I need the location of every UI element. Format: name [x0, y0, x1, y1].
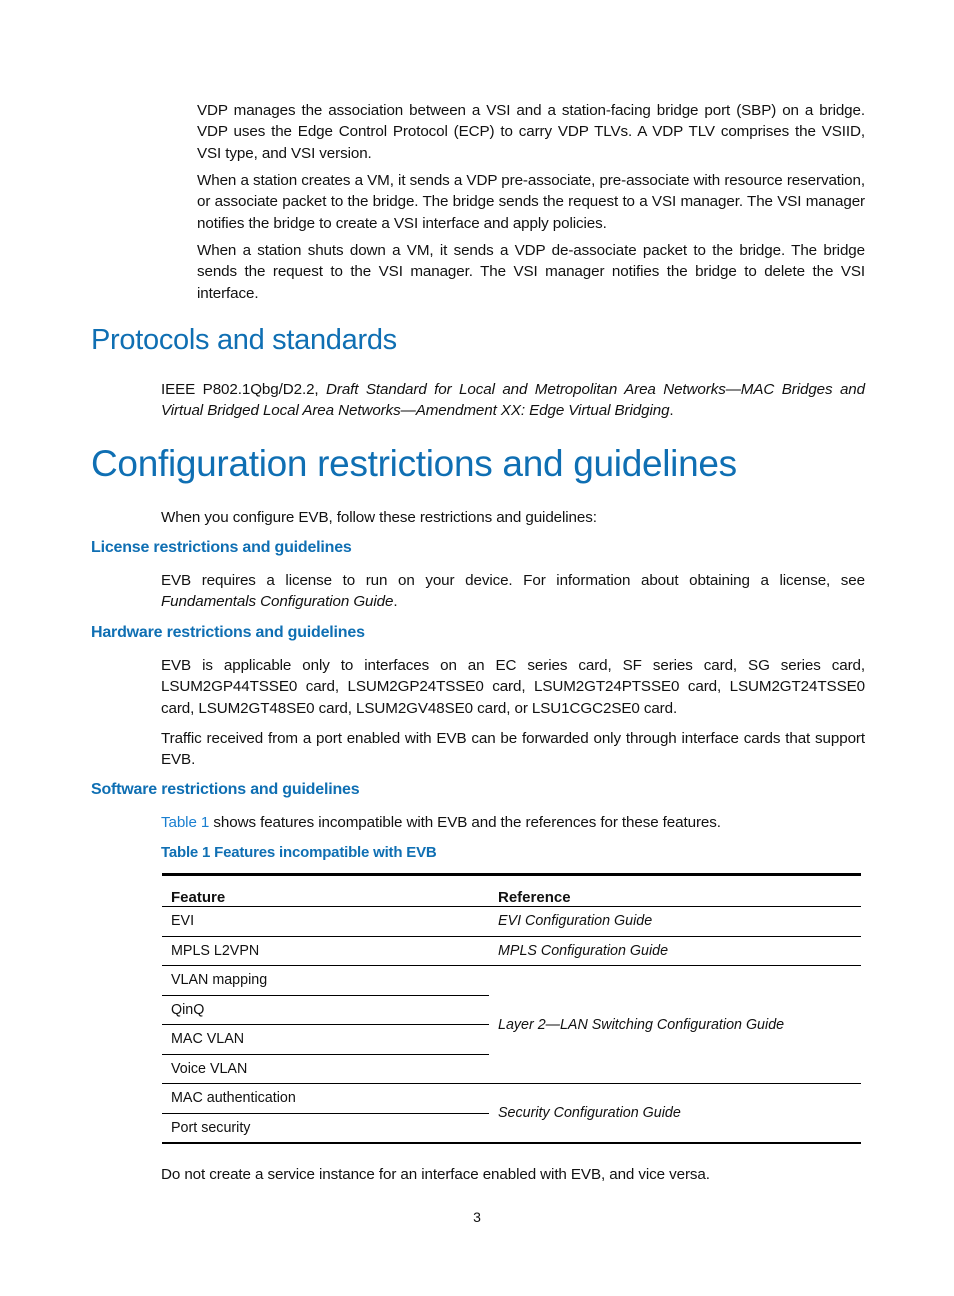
license-heading: License restrictions and guidelines: [91, 539, 352, 556]
feature-cell: Port security: [162, 1113, 489, 1143]
table-row: [162, 966, 861, 996]
standard-reference: [161, 379, 865, 422]
header-feature: Feature: [162, 875, 489, 907]
reference-cell: Security Configuration Guide: [489, 1084, 861, 1144]
header-reference: Reference: [489, 875, 861, 907]
table-row: [162, 936, 861, 966]
feature-cell: MAC VLAN: [162, 1025, 489, 1055]
hardware-heading: Hardware restrictions and guidelines: [91, 624, 365, 641]
feature-cell: MAC authentication: [162, 1084, 489, 1114]
page-number: 3: [473, 1209, 481, 1225]
feature-cell: Voice VLAN: [162, 1054, 489, 1084]
software-paragraph: [161, 812, 865, 833]
reference-cell: Layer 2—LAN Switching Configuration Guide: [489, 966, 861, 1084]
standard-suffix: .: [669, 402, 674, 420]
feature-cell: QinQ: [162, 995, 489, 1025]
software-ref-text: shows features incompatible with EVB and the references for these features.: [209, 814, 721, 831]
feature-cell: MPLS L2VPN: [162, 936, 489, 966]
intro-paragraph-2: When a station creates a VM, it sends a VDP pre-associate, pre-associate with resource reservation, or associate packet to the bridge. The bridge sends the request to a VSI manager. The VSI manager notifies the bridge to create a VSI interface and apply policies.: [197, 172, 865, 232]
license-guide: Fundamentals Configuration Guide: [161, 593, 394, 611]
table-header-row: [162, 875, 861, 907]
config-heading: Configuration restrictions and guidelines: [91, 443, 737, 484]
hardware-paragraph-1: EVB is applicable only to interfaces on an EC series card, SF series card, SG series card, LSUM2GP44TSSE0 card, LSUM2GP24TSSE0 card, LSUM2GT24PTSSE0 card, LSUM2GT24TSSE0 card, LSUM2GT48SE0 card, LSUM2GV48SE0 card, or LSU1CGC2SE0 card.: [161, 657, 865, 717]
intro-paragraph-3: When a station shuts down a VM, it sends a VDP de-associate packet to the bridge. The bridge sends the request to the VSI manager. The VSI manager notifies the bridge to delete the VSI interface.: [197, 242, 865, 302]
standard-title: Draft Standard for Local and Metropolitan Area Networks—MAC Bridges and Virtual Bridged Local Area Networks—Amendment XX: Edge Virtual Bridging: [161, 381, 865, 420]
table-1-link[interactable]: Table 1: [161, 814, 210, 831]
table-row: [162, 1084, 861, 1114]
license-paragraph: [161, 570, 865, 613]
feature-cell: VLAN mapping: [162, 966, 489, 996]
standard-prefix: IEEE P802.1Qbg/D2.2,: [161, 381, 326, 398]
reference-cell: EVI Configuration Guide: [489, 907, 861, 937]
config-intro: When you configure EVB, follow these restrictions and guidelines:: [161, 509, 597, 526]
intro-paragraph-1: VDP manages the association between a VSI and a station-facing bridge port (SBP) on a bridge. VDP uses the Edge Control Protocol (ECP) to carry VDP TLVs. A VDP TLV comprises the VSIID, VSI type, and VSI version.: [197, 102, 865, 162]
license-text: EVB requires a license to run on your device. For information about obtaining a license, see: [161, 572, 865, 589]
license-suffix: .: [393, 593, 398, 611]
software-heading: Software restrictions and guidelines: [91, 781, 360, 798]
table-row: [162, 907, 861, 937]
reference-cell: MPLS Configuration Guide: [489, 936, 861, 966]
protocols-heading: Protocols and standards: [91, 324, 397, 356]
features-table: [162, 873, 861, 1144]
closing-paragraph: Do not create a service instance for an interface enabled with EVB, and vice versa.: [161, 1166, 710, 1183]
feature-cell: EVI: [162, 907, 489, 937]
table-caption: Table 1 Features incompatible with EVB: [161, 844, 437, 861]
hardware-paragraph-2: Traffic received from a port enabled with EVB can be forwarded only through interface cards that support EVB.: [161, 730, 865, 769]
